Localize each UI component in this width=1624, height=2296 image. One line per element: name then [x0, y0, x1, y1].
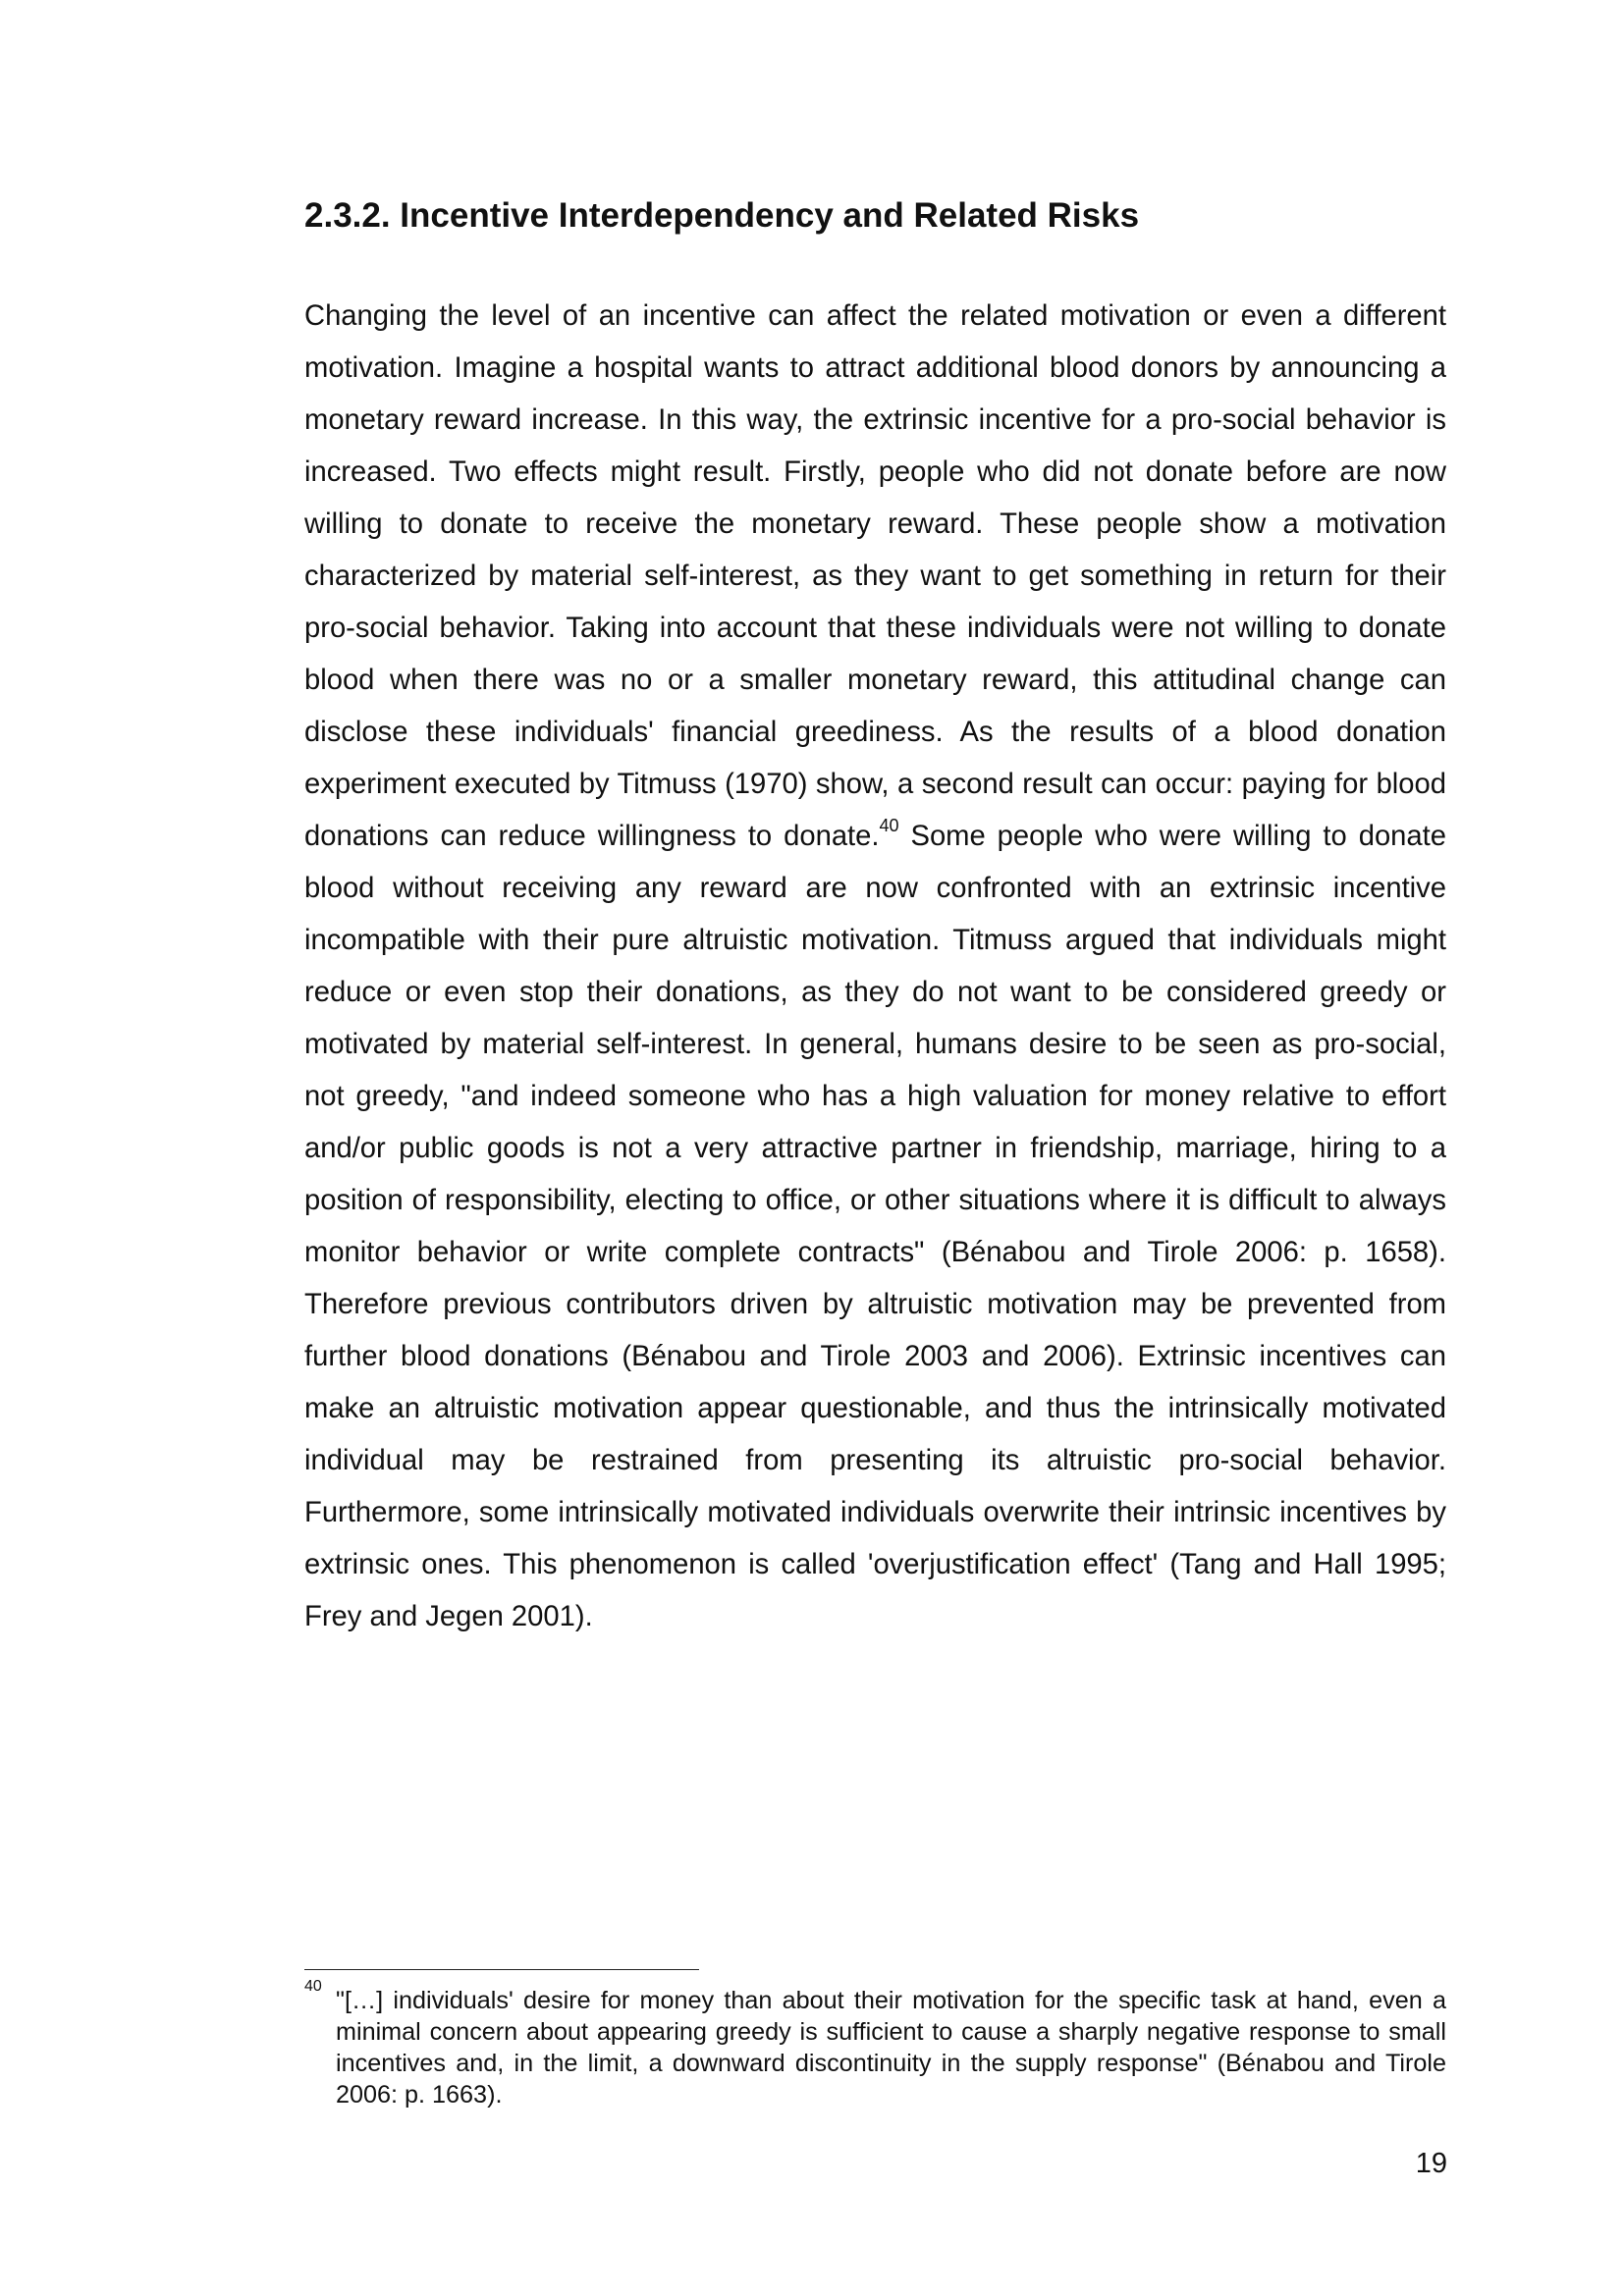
body-paragraph	[304, 291, 1446, 1643]
footnote-text: "[…] individuals' desire for money than about their motivation for the specific task at hand, even a minimal concern about appearing greedy is sufficient to cause a sharply negative response to small incentives and, in the limit, a downward discontinuity in the supply response" (Bénabou and Tirole 2006: p. 1663).	[336, 1987, 1446, 2109]
section-heading: 2.3.2. Incentive Interdependency and Related Risks	[304, 196, 1140, 235]
footnote-separator	[304, 1969, 699, 1970]
footnote-number: 40	[304, 1978, 322, 1995]
body-text-part-1: Changing the level of an incentive can affect the related motivation or even a different motivation. Imagine a hospital wants to attract additional blood donors by announcing a monetary reward increase. In this way, the extrinsic incentive for a pro-social behavior is increased. Two effects might result. Firstly, people who did not donate before are now willing to donate to receive the monetary reward. These people show a motivation characterized by material self-interest, as they want to get something in return for their pro-social behavior. Taking into account that these individuals were not willing to donate blood when there was no or a smaller monetary reward, this attitudinal change can disclose these individuals' financial greediness. As the results of a blood donation experiment executed by Titmuss (1970) show, a second result can occur: paying for blood donations can reduce willingness to donate.	[304, 300, 1446, 852]
footnote-reference[interactable]: 40	[879, 816, 899, 835]
page-number: 19	[1415, 2148, 1447, 2179]
body-text-part-2: Some people who were willing to donate blood without receiving any reward are now confronted with an extrinsic incentive incompatible with their pure altruistic motivation. Titmuss argued that individuals might reduce or even stop their donations, as they do not want to be considered greedy or motivated by material self-interest. In general, humans desire to be seen as pro-social, not greedy, "and indeed someone who has a high valuation for money relative to effort and/or public goods is not a very attractive partner in friendship, marriage, hiring to a position of responsibility, electing to office, or other situations where it is difficult to always monitor behavior or write complete contracts" (Bénabou and Tirole 2006: p. 1658). Therefore previous contributors driven by altruistic motivation may be prevented from further blood donations (Bénabou and Tirole 2003 and 2006). Extrinsic incentives can make an altruistic motivation appear questionable, and thus the intrinsically motivated individual may be restrained from presenting its altruistic pro-social behavior. Furthermore, some intrinsically motivated individuals overwrite their intrinsic incentives by extrinsic ones. This phenomenon is called 'overjustification effect' (Tang and Hall 1995; Frey and Jegen 2001).	[304, 821, 1446, 1632]
footnote	[304, 1978, 1446, 2110]
